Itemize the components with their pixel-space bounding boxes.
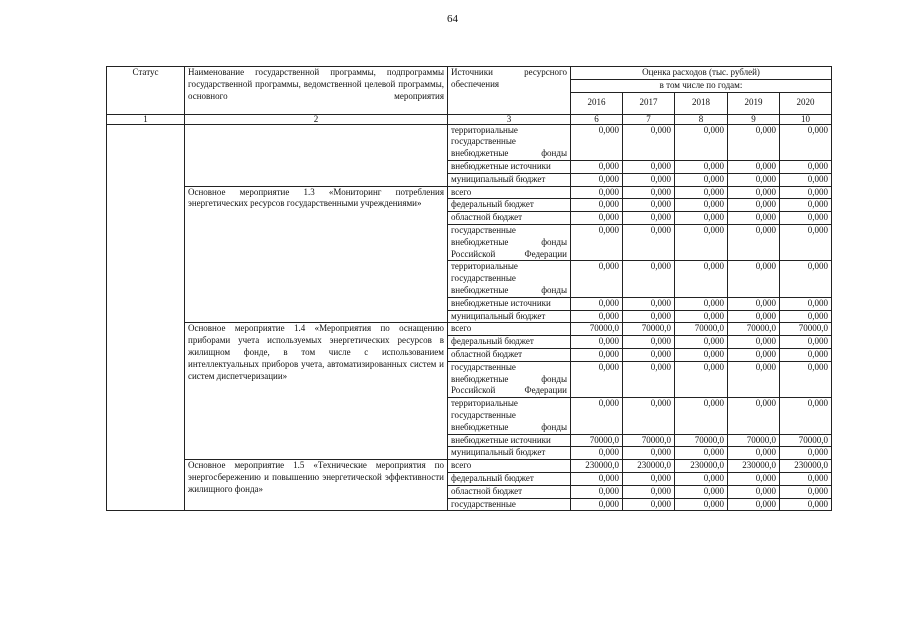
value-cell: 0,000	[728, 160, 780, 173]
value-cell: 0,000	[728, 124, 780, 160]
value-cell: 0,000	[675, 199, 728, 212]
source-cell: государственные внебюджетные фонды Российской Федерации	[448, 361, 571, 397]
value-cell: 0,000	[675, 212, 728, 225]
value-cell: 0,000	[571, 124, 623, 160]
value-cell: 0,000	[623, 199, 675, 212]
source-cell: федеральный бюджет	[448, 199, 571, 212]
value-cell: 70000,0	[728, 434, 780, 447]
value-cell: 0,000	[623, 261, 675, 297]
value-cell: 0,000	[675, 498, 728, 511]
value-cell: 0,000	[623, 348, 675, 361]
value-cell: 0,000	[623, 212, 675, 225]
value-cell: 0,000	[780, 297, 832, 310]
value-cell: 0,000	[780, 199, 832, 212]
value-cell: 0,000	[675, 336, 728, 349]
header-year: 2018	[675, 92, 728, 114]
source-cell: территориальные государственные внебюджетные фонды	[448, 398, 571, 434]
value-cell: 0,000	[728, 186, 780, 199]
value-cell: 0,000	[675, 224, 728, 260]
value-cell: 0,000	[780, 224, 832, 260]
table-row	[107, 124, 832, 160]
table-row	[107, 460, 832, 473]
value-cell: 0,000	[675, 485, 728, 498]
value-cell: 0,000	[675, 361, 728, 397]
value-cell: 0,000	[675, 398, 728, 434]
value-cell: 0,000	[780, 485, 832, 498]
value-cell: 0,000	[675, 124, 728, 160]
value-cell: 0,000	[780, 447, 832, 460]
value-cell: 0,000	[728, 336, 780, 349]
source-cell: всего	[448, 323, 571, 336]
activity-name	[185, 124, 448, 186]
value-cell: 0,000	[728, 310, 780, 323]
value-cell: 0,000	[780, 212, 832, 225]
value-cell: 0,000	[623, 498, 675, 511]
value-cell: 70000,0	[675, 323, 728, 336]
source-cell: муниципальный бюджет	[448, 173, 571, 186]
value-cell: 0,000	[728, 199, 780, 212]
activity-name: Основное мероприятие 1.3 «Мониторинг потребления энергетических ресурсов государственными учреждениями»	[185, 186, 448, 323]
value-cell: 0,000	[780, 398, 832, 434]
column-index: 8	[675, 114, 728, 124]
value-cell: 0,000	[571, 498, 623, 511]
activity-name: Основное мероприятие 1.5 «Технические мероприятия по энергосбережению и повышению энергетической эффективности жилищного фонда»	[185, 460, 448, 511]
source-cell: территориальные государственные внебюджетные фонды	[448, 124, 571, 160]
source-cell: муниципальный бюджет	[448, 447, 571, 460]
value-cell: 0,000	[728, 173, 780, 186]
value-cell: 0,000	[675, 297, 728, 310]
header-expenses: Оценка расходов (тыс. рублей)	[571, 67, 832, 80]
value-cell: 70000,0	[623, 434, 675, 447]
value-cell: 0,000	[728, 348, 780, 361]
source-cell: всего	[448, 186, 571, 199]
value-cell: 0,000	[571, 199, 623, 212]
source-cell: федеральный бюджет	[448, 336, 571, 349]
value-cell: 0,000	[675, 348, 728, 361]
value-cell: 0,000	[675, 310, 728, 323]
value-cell: 0,000	[675, 160, 728, 173]
value-cell: 0,000	[623, 336, 675, 349]
value-cell: 0,000	[728, 361, 780, 397]
value-cell: 0,000	[728, 498, 780, 511]
source-cell: территориальные государственные внебюджетные фонды	[448, 261, 571, 297]
source-cell: внебюджетные источники	[448, 434, 571, 447]
source-cell: областной бюджет	[448, 485, 571, 498]
header-year: 2019	[728, 92, 780, 114]
value-cell: 0,000	[623, 297, 675, 310]
value-cell: 0,000	[780, 348, 832, 361]
value-cell: 0,000	[571, 173, 623, 186]
value-cell: 230000,0	[675, 460, 728, 473]
value-cell: 0,000	[571, 472, 623, 485]
value-cell: 0,000	[728, 212, 780, 225]
header-name: Наименование государственной программы, подпрограммы государственной программы, ведомственной целевой программы, основного мероприятия	[185, 67, 448, 115]
value-cell: 0,000	[675, 261, 728, 297]
value-cell: 0,000	[571, 361, 623, 397]
value-cell: 70000,0	[571, 323, 623, 336]
source-cell: внебюджетные источники	[448, 160, 571, 173]
value-cell: 0,000	[728, 398, 780, 434]
column-index: 9	[728, 114, 780, 124]
value-cell: 0,000	[728, 447, 780, 460]
value-cell: 0,000	[571, 186, 623, 199]
source-cell: государственные внебюджетные фонды Российской Федерации	[448, 224, 571, 260]
header-by-years: в том числе по годам:	[571, 79, 832, 92]
value-cell: 0,000	[623, 361, 675, 397]
value-cell: 0,000	[780, 186, 832, 199]
value-cell: 0,000	[780, 336, 832, 349]
value-cell: 0,000	[675, 173, 728, 186]
value-cell: 230000,0	[571, 460, 623, 473]
value-cell: 0,000	[623, 124, 675, 160]
value-cell: 0,000	[728, 261, 780, 297]
header-year: 2017	[623, 92, 675, 114]
value-cell: 0,000	[571, 212, 623, 225]
value-cell: 70000,0	[728, 323, 780, 336]
value-cell: 230000,0	[780, 460, 832, 473]
header-status: Статус	[107, 67, 185, 115]
value-cell: 0,000	[780, 310, 832, 323]
status-cell	[107, 124, 185, 511]
value-cell: 0,000	[623, 398, 675, 434]
value-cell: 0,000	[675, 186, 728, 199]
value-cell: 0,000	[571, 297, 623, 310]
source-cell: областной бюджет	[448, 212, 571, 225]
header-year: 2020	[780, 92, 832, 114]
value-cell: 0,000	[571, 447, 623, 460]
budget-body	[107, 124, 832, 511]
value-cell: 0,000	[780, 160, 832, 173]
column-index: 6	[571, 114, 623, 124]
value-cell: 0,000	[780, 173, 832, 186]
value-cell: 0,000	[623, 186, 675, 199]
source-cell: государственные	[448, 498, 571, 511]
value-cell: 0,000	[623, 447, 675, 460]
column-index: 7	[623, 114, 675, 124]
value-cell: 0,000	[728, 297, 780, 310]
header-source: Источники ресурсного обеспечения	[448, 67, 571, 115]
value-cell: 0,000	[623, 224, 675, 260]
value-cell: 0,000	[623, 160, 675, 173]
activity-name: Основное мероприятие 1.4 «Мероприятия по оснащению приборами учета используемых энергетических ресурсов в жилищном фонде, в том числе с использованием интеллектуальных приборов учета, автоматизированных систем и систем диспетчеризации»	[185, 323, 448, 460]
value-cell: 0,000	[571, 348, 623, 361]
value-cell: 0,000	[780, 361, 832, 397]
source-cell: всего	[448, 460, 571, 473]
column-index: 1	[107, 114, 185, 124]
source-cell: муниципальный бюджет	[448, 310, 571, 323]
column-index: 2	[185, 114, 448, 124]
value-cell: 0,000	[571, 310, 623, 323]
source-cell: федеральный бюджет	[448, 472, 571, 485]
source-cell: внебюджетные источники	[448, 297, 571, 310]
value-cell: 0,000	[571, 261, 623, 297]
value-cell: 0,000	[780, 472, 832, 485]
value-cell: 0,000	[623, 310, 675, 323]
value-cell: 0,000	[780, 498, 832, 511]
table-row	[107, 323, 832, 336]
value-cell: 230000,0	[623, 460, 675, 473]
value-cell: 0,000	[571, 160, 623, 173]
column-index: 10	[780, 114, 832, 124]
value-cell: 0,000	[780, 261, 832, 297]
source-cell: областной бюджет	[448, 348, 571, 361]
value-cell: 0,000	[571, 485, 623, 498]
value-cell: 0,000	[571, 336, 623, 349]
table-row	[107, 186, 832, 199]
value-cell: 0,000	[571, 398, 623, 434]
value-cell: 70000,0	[571, 434, 623, 447]
value-cell: 0,000	[623, 485, 675, 498]
value-cell: 0,000	[675, 447, 728, 460]
value-cell: 70000,0	[780, 323, 832, 336]
value-cell: 0,000	[571, 224, 623, 260]
header-year: 2016	[571, 92, 623, 114]
page-number: 64	[447, 13, 458, 25]
value-cell: 70000,0	[780, 434, 832, 447]
value-cell: 0,000	[623, 472, 675, 485]
column-index: 3	[448, 114, 571, 124]
value-cell: 0,000	[728, 472, 780, 485]
value-cell: 0,000	[728, 224, 780, 260]
value-cell: 0,000	[623, 173, 675, 186]
budget-table	[106, 66, 832, 511]
value-cell: 70000,0	[675, 434, 728, 447]
value-cell: 0,000	[675, 472, 728, 485]
value-cell: 0,000	[728, 485, 780, 498]
value-cell: 0,000	[780, 124, 832, 160]
column-index-row	[107, 114, 832, 124]
value-cell: 230000,0	[728, 460, 780, 473]
value-cell: 70000,0	[623, 323, 675, 336]
